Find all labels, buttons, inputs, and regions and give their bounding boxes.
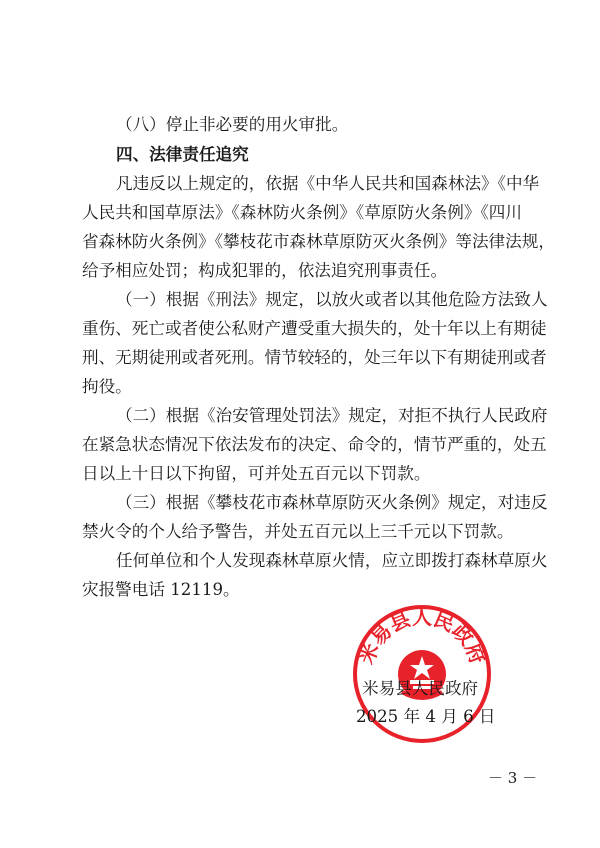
paragraph-line: 拘役。 <box>82 377 132 396</box>
seal-text: 米易县人民政府 <box>354 605 490 668</box>
section-heading: 四、法律责任追究 <box>116 144 249 164</box>
paragraph-line: 凡违反以上规定的，依据《中华人民共和国森林法》《中华 <box>116 174 540 193</box>
paragraph-line: 省森林防火条例》《攀枝花市森林草原防灭火条例》等法律法规， <box>82 232 555 251</box>
paragraph-line: （八）停止非必要的用火审批。 <box>116 115 349 134</box>
paragraph-line: 任何单位和个人发现森林草原火情，应立即拨打森林草原火 <box>116 551 548 570</box>
paragraph-line: 日以上十日以下拘留，可并处五百元以下罚款。 <box>82 464 431 483</box>
paragraph-line: （三）根据《攀枝花市森林草原防灭火条例》规定，对违反 <box>116 493 548 512</box>
paragraph-line: 人民共和国草原法》《森林防火条例》《草原防火条例》《四川 <box>82 203 522 222</box>
paragraph-line: 刑、无期徒刑或者死刑。情节较轻的，处三年以下有期徒刑或者 <box>82 348 547 367</box>
page-number: － 3 － <box>488 769 538 787</box>
paragraph-line: （二）根据《治安管理处罚法》规定，对拒不执行人民政府 <box>116 406 548 425</box>
paragraph-line: （一）根据《刑法》规定，以放火或者以其他危险方法致人 <box>116 290 548 309</box>
paragraph-line: 给予相应处罚；构成犯罪的，依法追究刑事责任。 <box>82 261 448 280</box>
issuer-name: 米易县人民政府 <box>362 679 479 698</box>
paragraph-line: 重伤、死亡或者使公私财产遭受重大损失的，处十年以上有期徒 <box>82 319 547 338</box>
paragraph-line: 禁火令的个人给予警告，并处五百元以上三千元以下罚款。 <box>82 522 514 541</box>
paragraph-line: 在紧急状态情况下依法发布的决定、命令的，情节严重的，处五 <box>82 435 547 454</box>
paragraph-line: 灾报警电话 12119。 <box>82 580 240 599</box>
issue-date: 2025 年 4 月 6 日 <box>356 707 496 726</box>
